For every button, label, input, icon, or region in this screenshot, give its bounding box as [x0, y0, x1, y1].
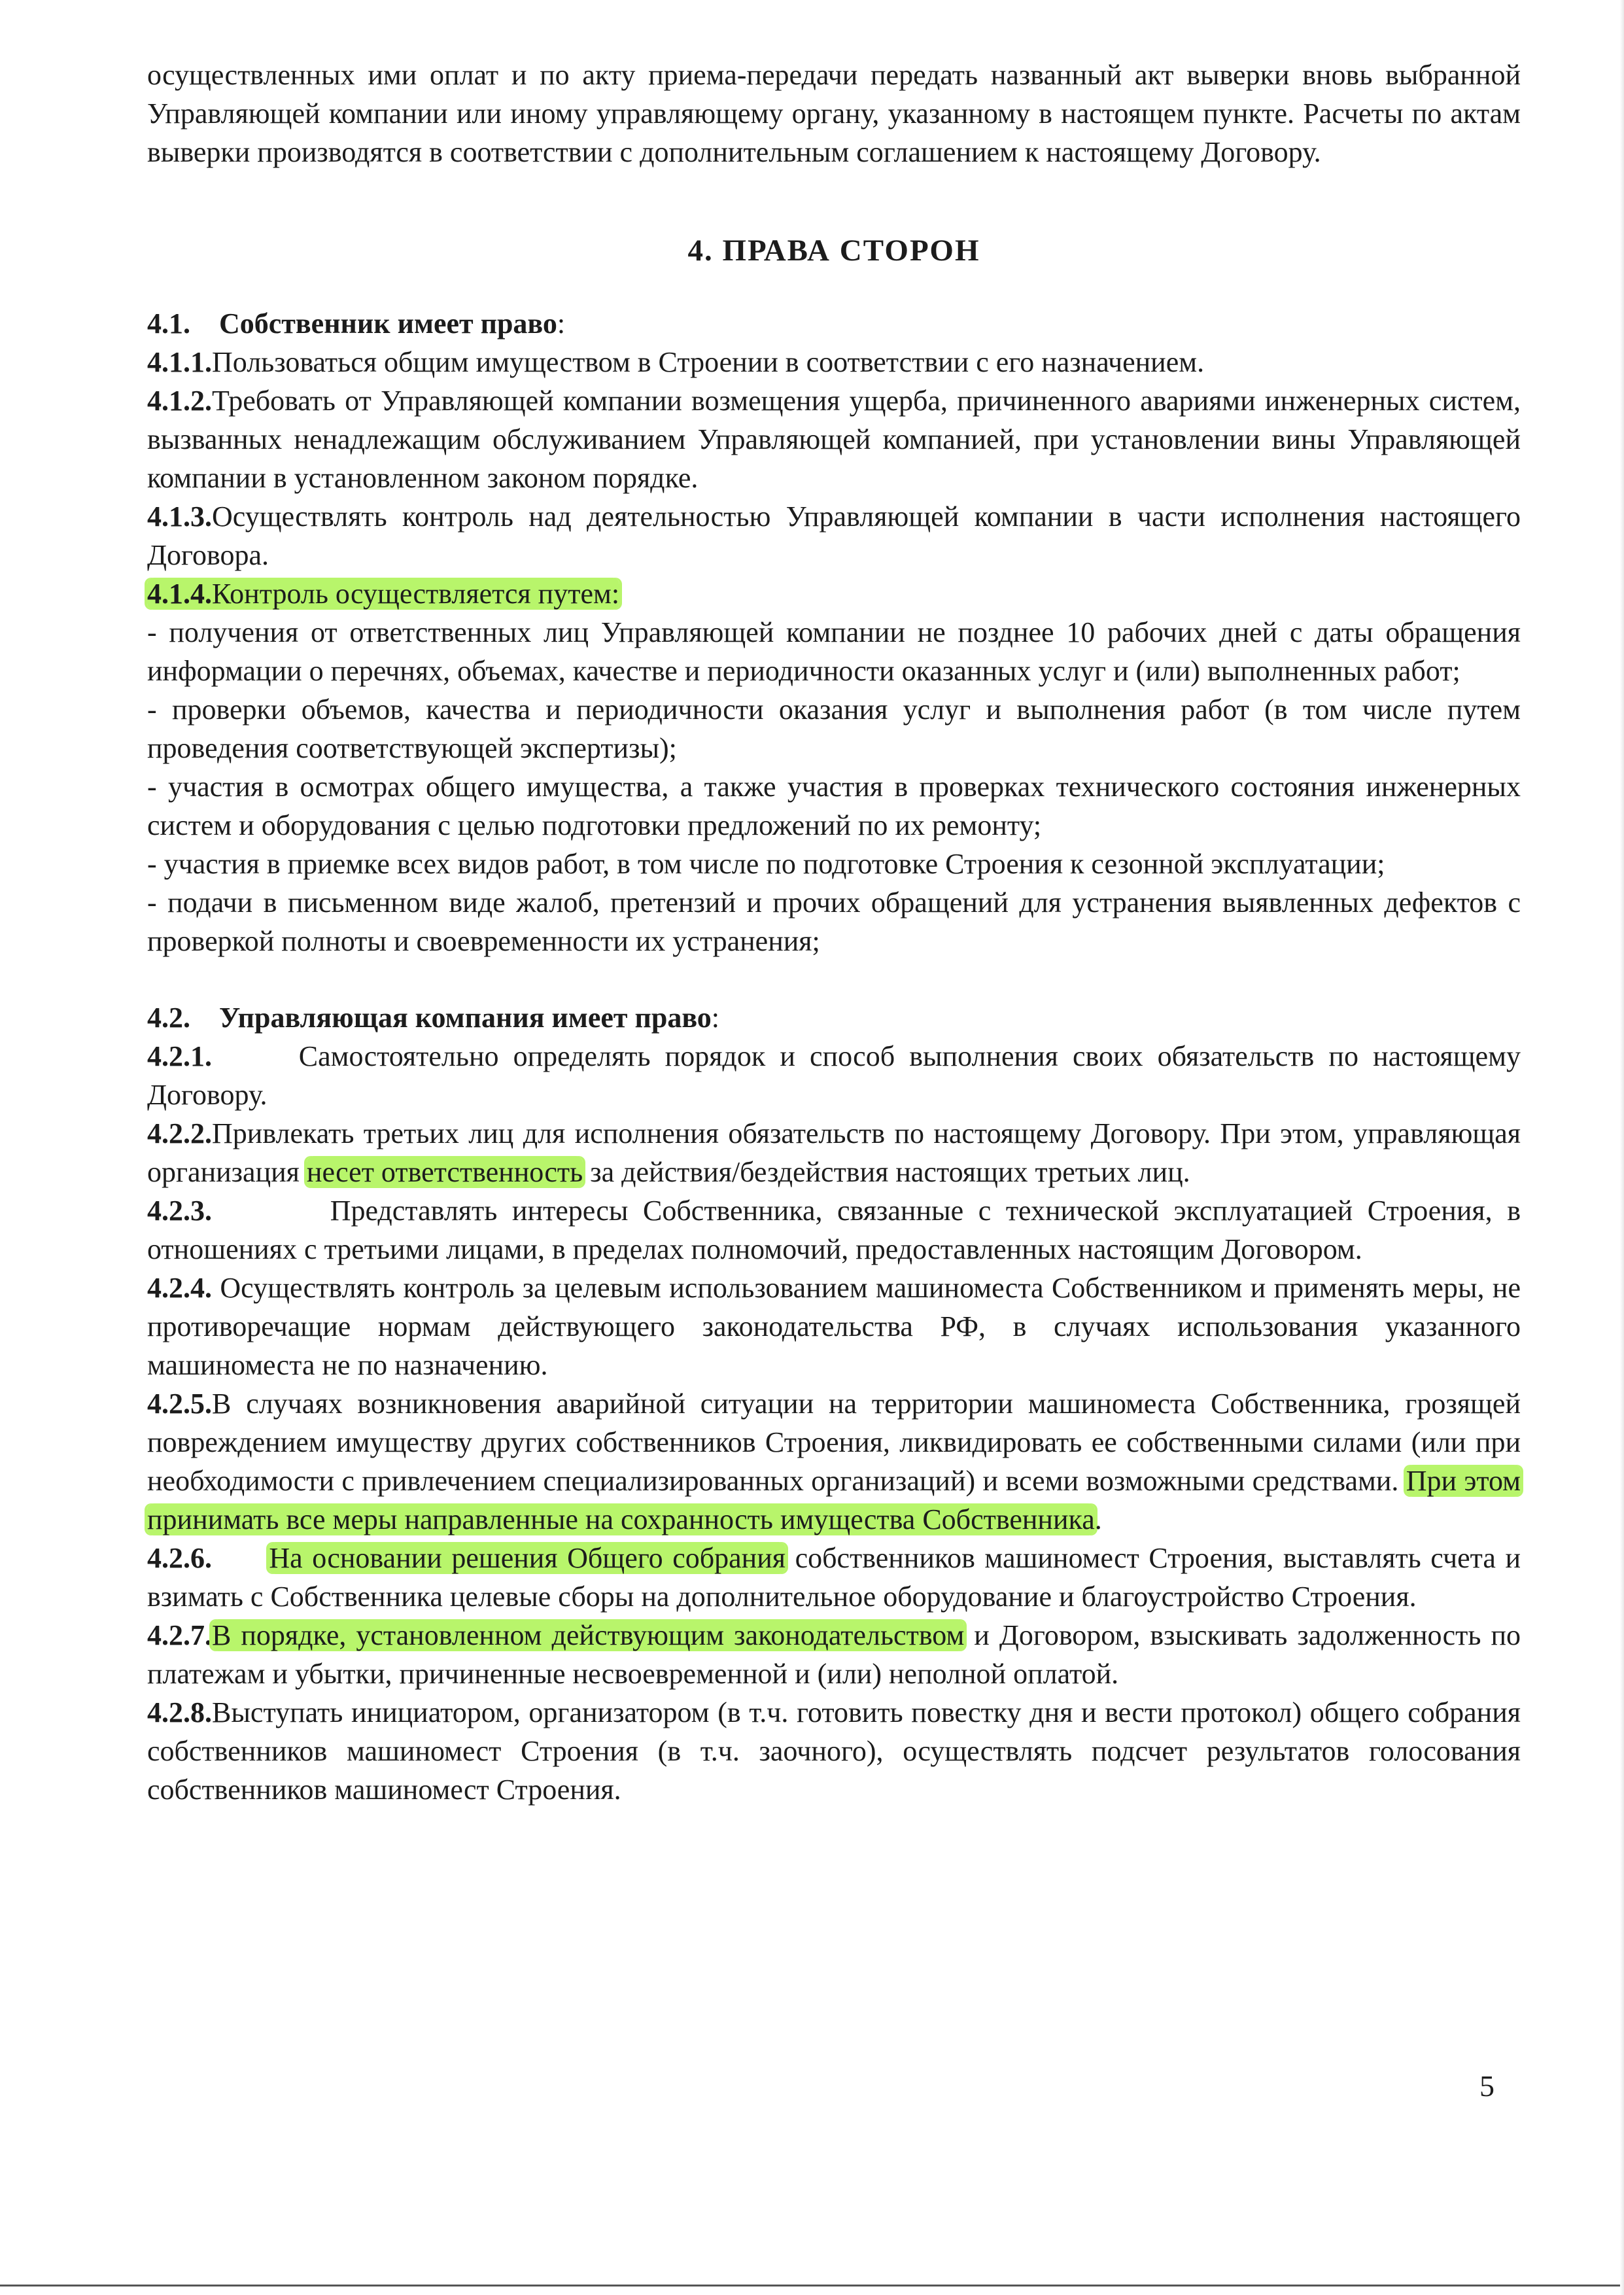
clause-text: В случаях возникновения аварийной ситуации на территории машиноместа Собственника, грозящей повреждением имуществу других собственников Строения, ликвидировать ее собственными силами (или при необходимости с привлечением специализированных организаций) и всеми возможными средствами. [147, 1388, 1521, 1497]
clause-number: 4.2.6. [147, 1542, 212, 1574]
document-page [147, 56, 1521, 1809]
clause-text: Представлять интересы Собственника, связанные с технической эксплуатацией Строения, в отношениях с третьими лицами, в пределах полномочий, предоставленных настоящим Договором. [147, 1195, 1521, 1265]
clause-4-2-7 [147, 1616, 1521, 1693]
scan-edge [1620, 0, 1624, 2295]
clause-text: Выступать инициатором, организатором (в т.ч. готовить повестку дня и вести протокол) общего собрания собственников машиномест Строения (в т.ч. заочного), осуществлять подсчет результатов голосования собственников машиномест Строения. [147, 1696, 1521, 1806]
clause-number: 4.1.4. [147, 578, 212, 610]
clause-number: 4.1.3. [147, 500, 212, 533]
highlighted-text: В порядке, установленном действующим законодательством [212, 1619, 965, 1651]
clause-number: 4.1.1. [147, 346, 212, 378]
clause-number: 4.2.8. [147, 1696, 212, 1728]
clause-4-1-2 [147, 381, 1521, 497]
intro-paragraph: осуществленных ими оплат и по акту приема-передачи передать названный акт выверки вновь выбранной Управляющей компании или иному управляющему органу, указанному в настоящем пункте. Расчеты по актам выверки производятся в соответствии с дополнительным соглашением к настоящему Договору. [147, 59, 1521, 168]
section-4-1-title: Собственник имеет право [219, 307, 557, 340]
clause-number: 4.2.7. [147, 1619, 212, 1651]
section-4-1-colon: : [557, 307, 566, 340]
clause-text: Привлекать третьих лиц для исполнения обязательств по настоящему Договору. При этом, управляющая организация [147, 1117, 1521, 1188]
highlighted-text: несет ответственность [306, 1156, 583, 1188]
clause-number: 4.2.3. [147, 1195, 212, 1227]
clause-4-2-5 [147, 1384, 1521, 1539]
clause-text: Пользоваться общим имуществом в Строении в соответствии с его назначением. [212, 346, 1205, 378]
section-4-1-heading [147, 304, 1521, 343]
clause-4-1-4 [147, 574, 1521, 613]
section-4-1-number: 4.1. [147, 307, 190, 340]
clause-4-1-3 [147, 497, 1521, 574]
bullet-item: - подачи в письменном виде жалоб, претензий и прочих обращений для устранения выявленных дефектов с проверкой полноты и своевременности их устранения; [147, 886, 1521, 957]
bullet-item: - получения от ответственных лиц Управляющей компании не позднее 10 рабочих дней с даты обращения информации о перечнях, объемах, качестве и периодичности оказанных услуг и (или) выполненных работ; [147, 616, 1521, 687]
clause-number: 4.2.5. [147, 1388, 212, 1420]
highlighted-text: На основании решения Общего собрания [269, 1542, 786, 1574]
highlight-marker [147, 578, 619, 610]
clause-4-2-2 [147, 1114, 1521, 1191]
clause-4-1-1 [147, 343, 1521, 381]
clause-number: 4.2.4. [147, 1272, 212, 1304]
section-4-2-number: 4.2. [147, 1002, 190, 1034]
clause-number: 4.1.2. [147, 385, 212, 417]
scan-bottom-line [0, 2285, 1624, 2286]
clause-4-2-4 [147, 1269, 1521, 1384]
clause-text-tail: собственников машиномест Строения, выставлять счета и взимать с Собственника целевые сборы на дополнительное оборудование и благоустройство Строения. [147, 1542, 1521, 1613]
clause-4-2-1 [147, 1037, 1521, 1114]
bullet-item: - участия в осмотрах общего имущества, а также участия в проверках технического состояния инженерных систем и оборудования с целью подготовки предложений по их ремонту; [147, 771, 1521, 841]
section-4-2-colon: : [711, 1002, 720, 1034]
highlighted-text: При этом принимать все меры направленные на сохранность имущества Собственника [147, 1465, 1521, 1535]
clause-4-2-3 [147, 1191, 1521, 1269]
page-number: 5 [1479, 2069, 1494, 2103]
bullet-item: - участия в приемке всех видов работ, в том числе по подготовке Строения к сезонной эксплуатации; [147, 848, 1385, 880]
clause-text: Осуществлять контроль над деятельностью Управляющей компании в части исполнения настоящего Договора. [147, 500, 1521, 571]
clause-text: Требовать от Управляющей компании возмещения ущерба, причиненного авариями инженерных систем, вызванных ненадлежащим обслуживанием Управляющей компанией, при установлении вины Управляющей компании в установленном законом порядке. [147, 385, 1521, 494]
clause-text-tail: и Договором, взыскивать задолженность по платежам и убытки, причиненные несвоевременной и (или) неполной оплатой. [147, 1619, 1521, 1690]
section-4-2-title: Управляющая компания имеет право [219, 1002, 712, 1034]
clause-number: 4.2.1. [147, 1040, 212, 1072]
clause-number: 4.2.2. [147, 1117, 212, 1149]
section-4-2-heading [147, 998, 1521, 1037]
clause-text-tail: . [1094, 1503, 1102, 1535]
clause-text: Контроль осуществляется путем: [212, 578, 620, 610]
clause-text-tail: за действия/бездействия настоящих третьих лиц. [583, 1156, 1190, 1188]
clause-text: Самостоятельно определять порядок и способ выполнения своих обязательств по настоящему Договору. [147, 1040, 1521, 1111]
clause-4-2-8 [147, 1693, 1521, 1809]
bullet-item: - проверки объемов, качества и периодичности оказания услуг и выполнения работ (в том числе путем проведения соответствующей экспертизы); [147, 693, 1521, 764]
clause-text: Осуществлять контроль за целевым использованием машиноместа Собственником и применять меры, не противоречащие нормам действующего законодательства РФ, в случаях использования указанного машиноместа не по назначению. [147, 1272, 1521, 1381]
clause-4-2-6 [147, 1539, 1521, 1616]
section-title: 4. ПРАВА СТОРОН [687, 234, 980, 268]
